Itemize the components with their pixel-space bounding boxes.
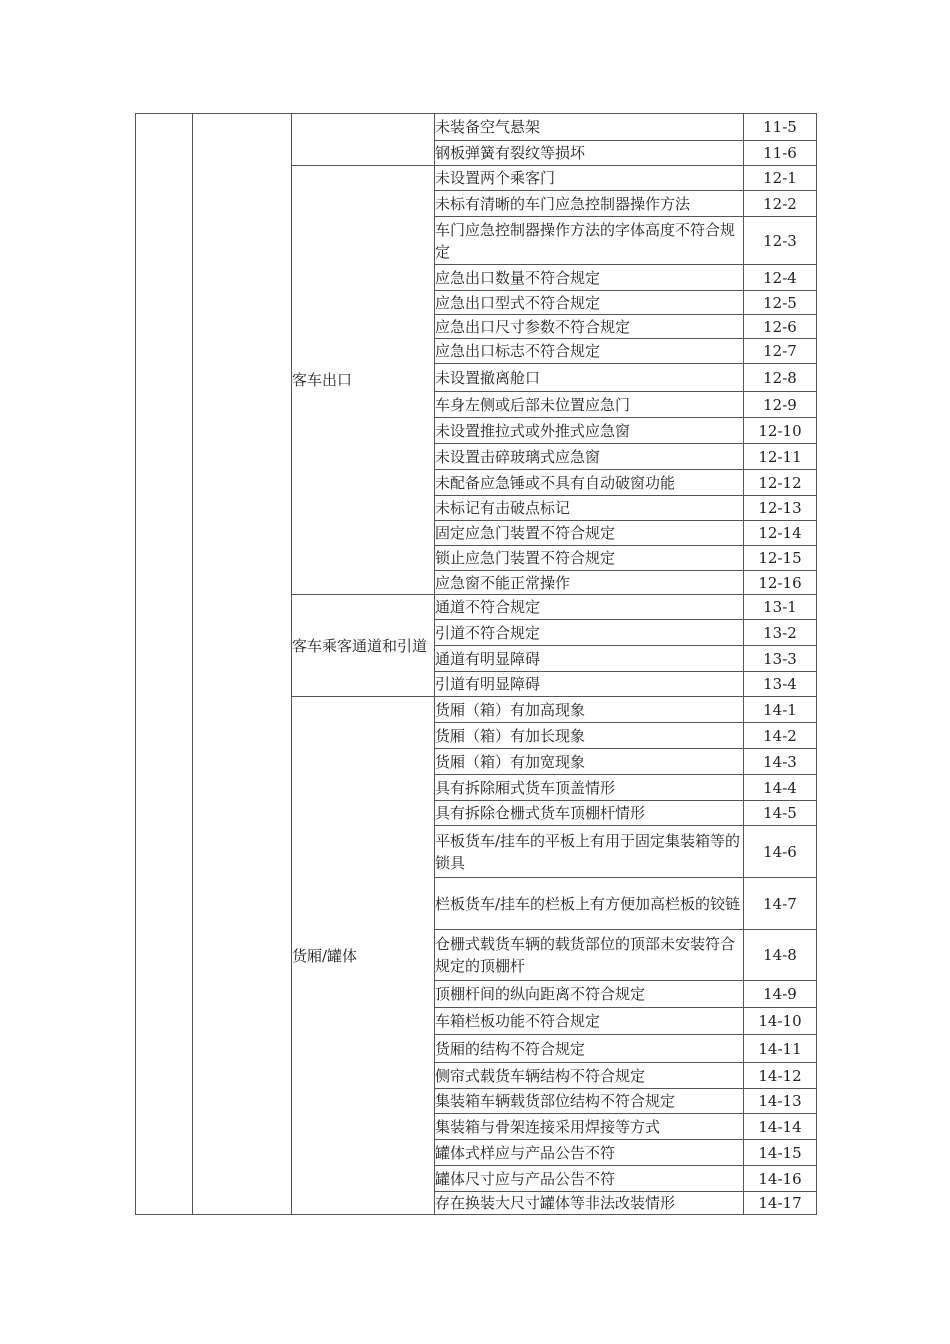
item-code: 14-2 [744,723,817,749]
item-description: 未标记有击破点标记 [435,496,744,521]
item-description: 应急出口型式不符合规定 [435,291,744,315]
item-description: 固定应急门装置不符合规定 [435,521,744,546]
item-description: 应急出口尺寸参数不符合规定 [435,315,744,339]
item-description: 集装箱车辆载货部位结构不符合规定 [435,1089,744,1114]
item-description: 未设置击碎玻璃式应急窗 [435,444,744,470]
item-code: 12-3 [744,217,817,265]
item-code: 12-2 [744,191,817,217]
item-description: 顶棚杆间的纵向距离不符合规定 [435,981,744,1008]
item-description: 未标有清晰的车门应急控制器操作方法 [435,191,744,217]
item-code: 12-15 [744,546,817,571]
item-code: 14-12 [744,1063,817,1089]
item-description: 引道不符合规定 [435,620,744,646]
item-code: 14-5 [744,801,817,826]
inspection-table [135,113,817,1215]
item-code: 12-6 [744,315,817,339]
item-code: 14-10 [744,1008,817,1035]
item-description: 存在换装大尺寸罐体等非法改装情形 [435,1192,744,1215]
item-code: 14-16 [744,1166,817,1192]
item-code: 12-4 [744,265,817,291]
item-code: 12-8 [744,364,817,392]
item-code: 12-11 [744,444,817,470]
item-description: 罐体式样应与产品公告不符 [435,1140,744,1166]
item-description: 通道不符合规定 [435,595,744,620]
blank-column-2 [193,114,292,1215]
item-description: 应急出口数量不符合规定 [435,265,744,291]
item-code: 14-17 [744,1192,817,1215]
item-code: 14-11 [744,1035,817,1063]
item-description: 车身左侧或后部未位置应急门 [435,392,744,418]
item-code: 12-7 [744,339,817,364]
item-code: 11-6 [744,141,817,166]
category-cell: 客车出口 [292,166,435,595]
inspection-table-body [136,114,817,1215]
item-description: 集装箱与骨架连接采用焊接等方式 [435,1114,744,1140]
item-description: 未装备空气悬架 [435,114,744,141]
item-description: 平板货车/挂车的平板上有用于固定集装箱等的锁具 [435,826,744,878]
category-cell: 客车乘客通道和引道 [292,595,435,697]
item-description: 锁止应急门装置不符合规定 [435,546,744,571]
item-code: 11-5 [744,114,817,141]
item-description: 侧帘式载货车辆结构不符合规定 [435,1063,744,1089]
item-code: 13-2 [744,620,817,646]
item-code: 14-14 [744,1114,817,1140]
item-code: 12-1 [744,166,817,191]
item-description: 钢板弹簧有裂纹等损坏 [435,141,744,166]
item-code: 14-7 [744,878,817,930]
item-code: 12-9 [744,392,817,418]
item-description: 货厢（箱）有加宽现象 [435,749,744,775]
item-description: 引道有明显障碍 [435,672,744,697]
item-description: 未设置推拉式或外推式应急窗 [435,418,744,444]
item-description: 车门应急控制器操作方法的字体高度不符合规定 [435,217,744,265]
item-description: 应急出口标志不符合规定 [435,339,744,364]
item-description: 具有拆除仓栅式货车顶棚杆情形 [435,801,744,826]
item-code: 14-3 [744,749,817,775]
item-code: 13-3 [744,646,817,672]
item-code: 14-6 [744,826,817,878]
item-description: 货厢的结构不符合规定 [435,1035,744,1063]
item-description: 仓栅式载货车辆的载货部位的顶部未安装符合规定的顶棚杆 [435,930,744,981]
item-description: 罐体尺寸应与产品公告不符 [435,1166,744,1192]
category-cell: 货厢/罐体 [292,697,435,1215]
item-code: 12-16 [744,571,817,595]
item-description: 车箱栏板功能不符合规定 [435,1008,744,1035]
item-code: 13-4 [744,672,817,697]
item-code: 12-5 [744,291,817,315]
item-description: 未设置撤离舱口 [435,364,744,392]
item-code: 14-15 [744,1140,817,1166]
category-cell [292,114,435,166]
item-code: 14-4 [744,775,817,801]
item-code: 13-1 [744,595,817,620]
blank-column-1 [136,114,193,1215]
item-code: 14-8 [744,930,817,981]
item-code: 12-10 [744,418,817,444]
item-description: 通道有明显障碍 [435,646,744,672]
item-description: 未设置两个乘客门 [435,166,744,191]
item-code: 14-13 [744,1089,817,1114]
item-code: 14-1 [744,697,817,723]
item-code: 12-14 [744,521,817,546]
item-description: 应急窗不能正常操作 [435,571,744,595]
item-description: 未配备应急锤或不具有自动破窗功能 [435,470,744,496]
item-code: 12-13 [744,496,817,521]
item-description: 栏板货车/挂车的栏板上有方便加高栏板的铰链 [435,878,744,930]
item-description: 货厢（箱）有加高现象 [435,697,744,723]
item-description: 货厢（箱）有加长现象 [435,723,744,749]
item-code: 12-12 [744,470,817,496]
table-row [136,114,817,141]
item-code: 14-9 [744,981,817,1008]
item-description: 具有拆除厢式货车顶盖情形 [435,775,744,801]
